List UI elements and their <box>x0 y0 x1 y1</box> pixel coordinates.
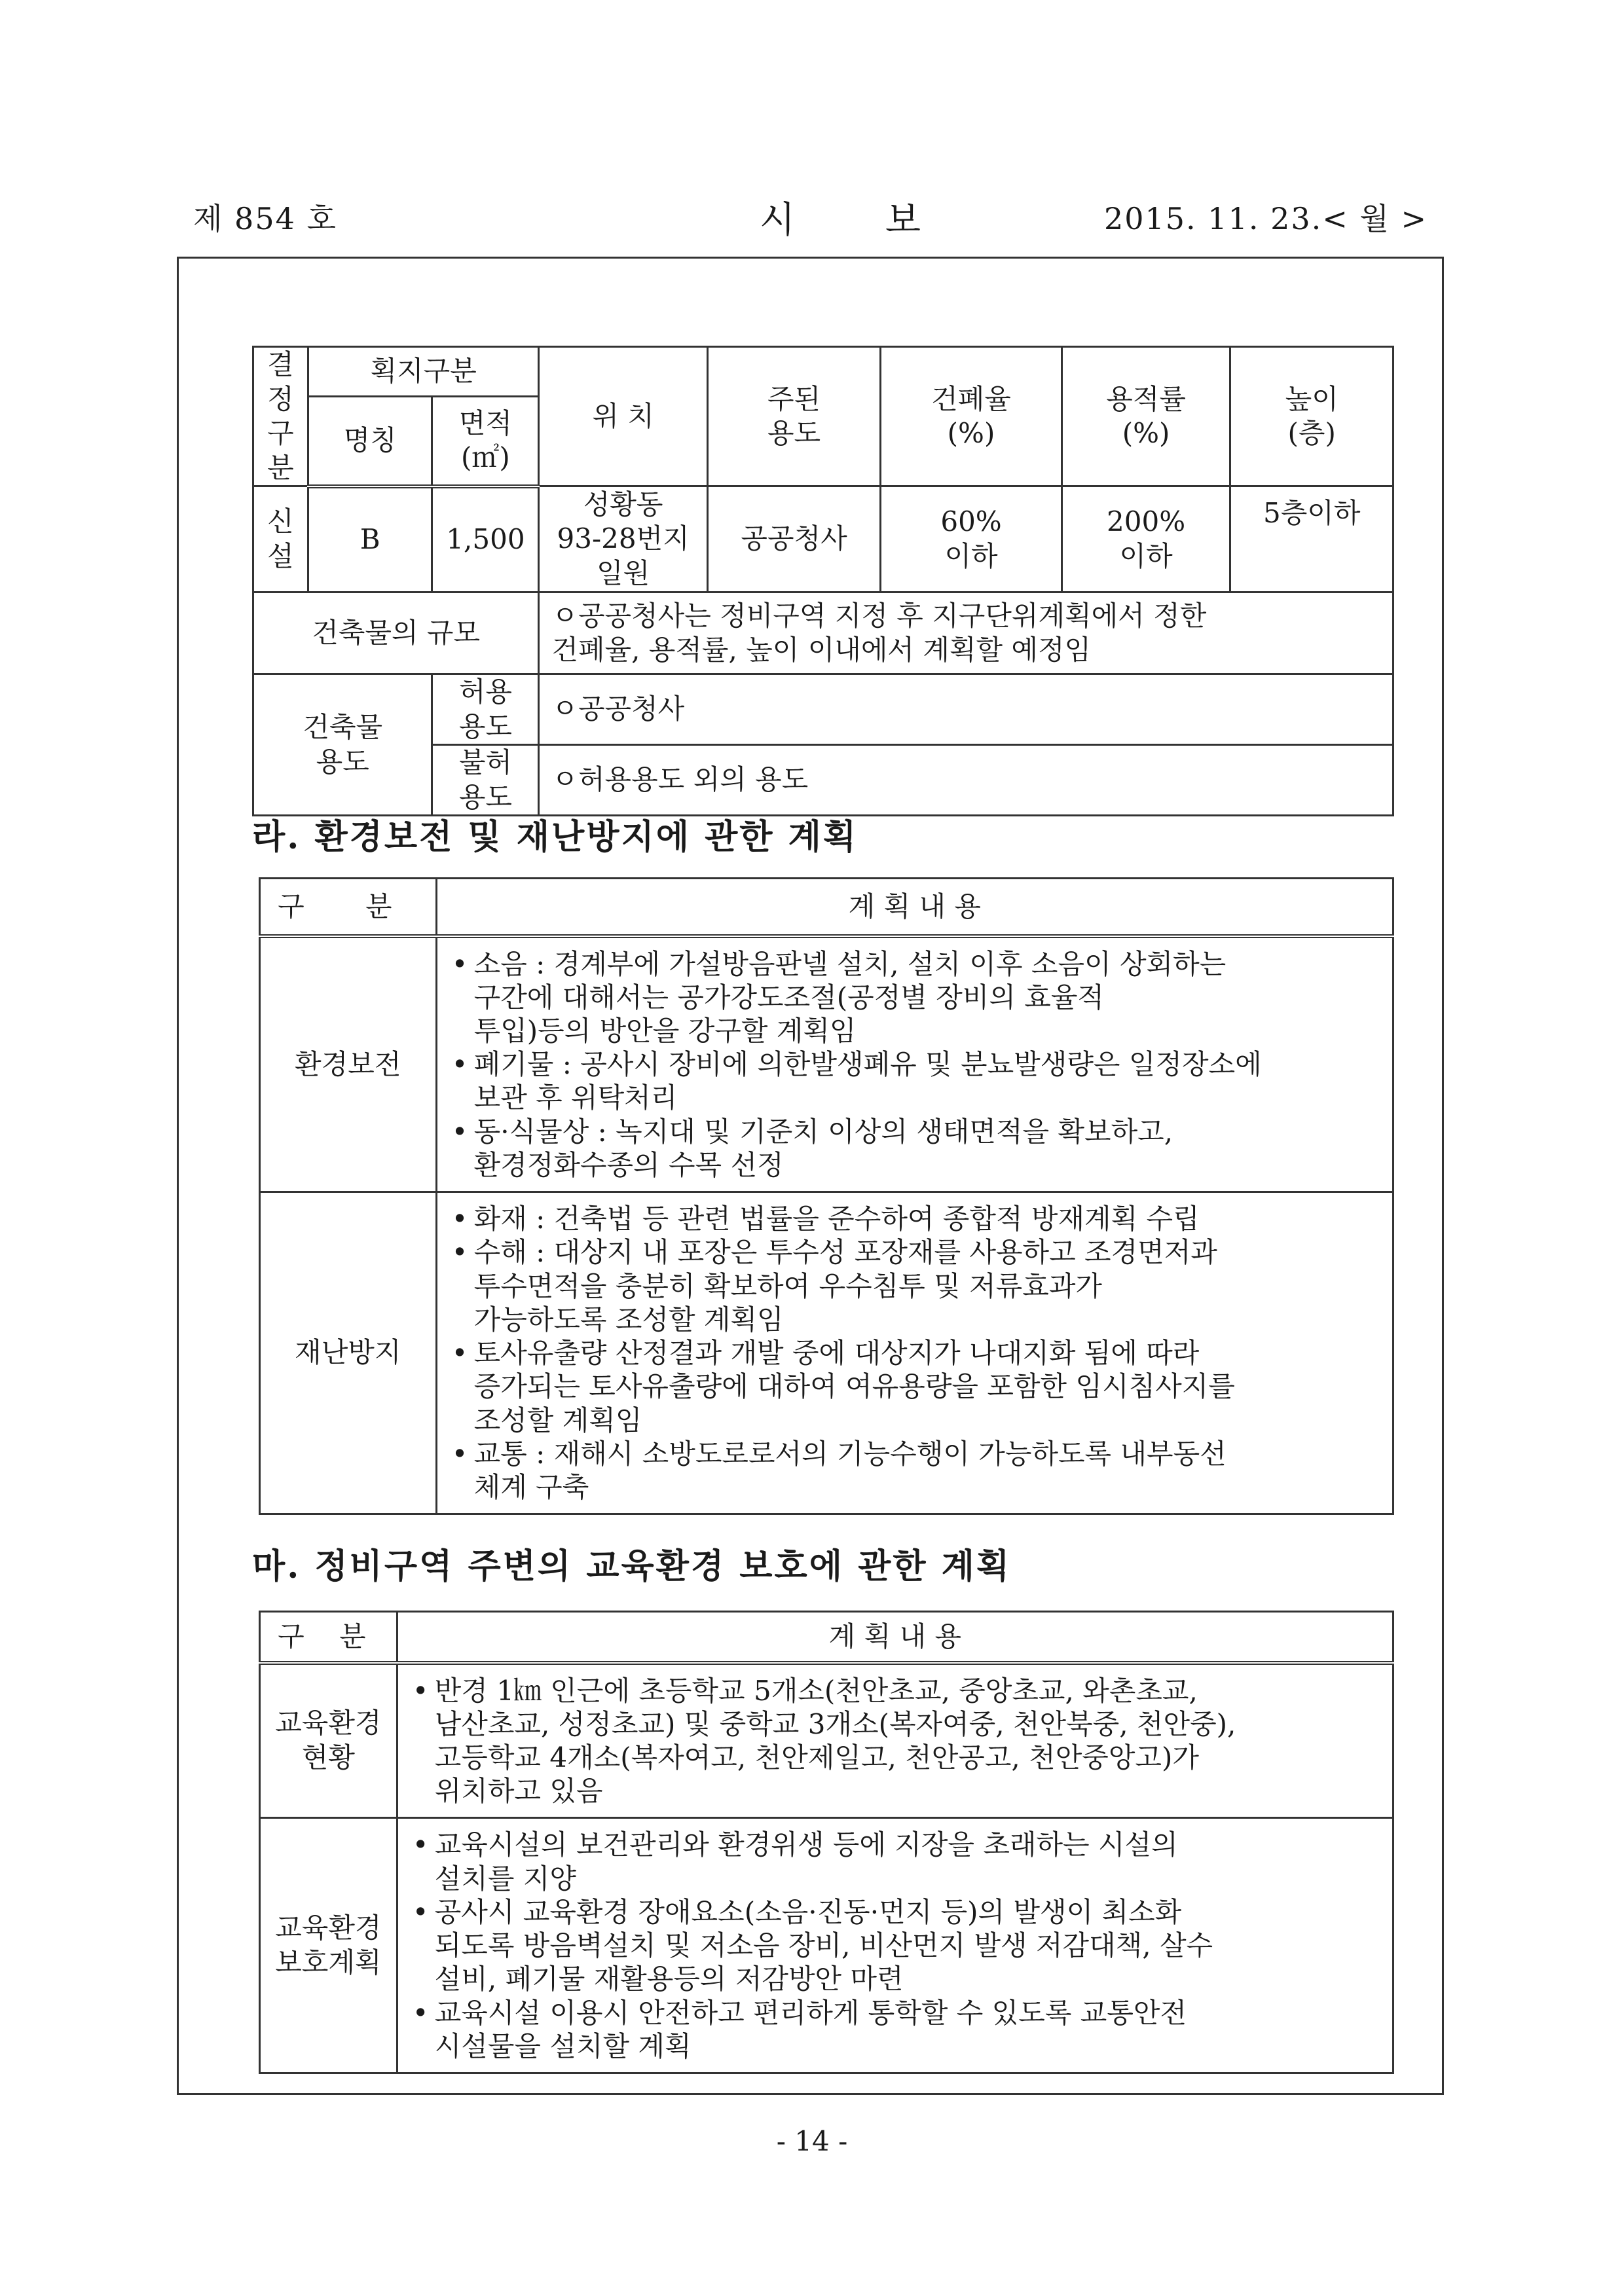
header-lot: 획지구분 <box>308 347 538 397</box>
header-name: 명칭 <box>308 396 432 486</box>
section-title-ma: 마. 정비구역 주변의 교육환경 보호에 관한 계획 <box>252 1546 1012 1586</box>
env-item: • 동·식물상 : 녹지대 및 기준치 이상의 생태면적을 확보하고, 환경정화수종의 수목 선정 <box>449 1115 1380 1182</box>
building-use-label: 건축물 용도 <box>253 674 432 816</box>
header-decision: 결정 구분 <box>253 347 308 486</box>
cell-decision: 신설 <box>253 486 308 592</box>
issue-date: 2015. 11. 23.< 월 > <box>1103 201 1428 236</box>
scale-label: 건축물의 규모 <box>253 592 539 674</box>
cell-main-use: 공공청사 <box>707 486 880 592</box>
disaster-item: • 교통 : 재해시 소방도로로서의 기능수행이 가능하도록 내부동선 체계 구축 <box>449 1437 1380 1504</box>
cell-far: 200% 이하 <box>1061 486 1230 592</box>
header-content: 계 획 내 용 <box>397 1612 1393 1663</box>
env-label: 환경보전 <box>260 936 437 1192</box>
header-area: 면적 (㎡) <box>432 396 539 486</box>
edu-status-item: • 반경 1㎞ 인근에 초등학교 5개소(천안초교, 중앙초교, 와촌초교, 남산초교, 성정초교) 및 중학교 3개소(복자여중, 천안북중, 천안중), 고등학교 4개소(복자여고, 천안제일고, 천안공고, 천안중앙고)가 위치하고 있음 <box>410 1674 1380 1808</box>
cell-name: B <box>308 486 432 592</box>
prohibited-use-label: 불허 용도 <box>432 745 539 816</box>
section-title-ra: 라. 환경보전 및 재난방지에 관한 계획 <box>252 817 858 857</box>
prohibited-use-text: ㅇ허용용도 외의 용도 <box>539 745 1393 816</box>
header-main-use: 주된 용도 <box>707 347 880 486</box>
header-category: 구 분 <box>260 879 437 936</box>
header-content: 계 획 내 용 <box>436 879 1393 936</box>
env-item: • 폐기물 : 공사시 장비에 의한발생폐유 및 분뇨발생량은 일정장소에 보관 후 위탁처리 <box>449 1048 1380 1114</box>
env-item: • 소음 : 경계부에 가설방음판넬 설치, 설치 이후 소음이 상회하는 구간에 대해서는 공가강도조절(공정별 장비의 효율적 투입)등의 방안을 강구할 계획임 <box>449 947 1380 1048</box>
disaster-item: • 수해 : 대상지 내 포장은 투수성 포장재를 사용하고 조경면저과 투수면적을 충분히 확보하여 우수침투 및 저류효과가 가능하도록 조성할 계획임 <box>449 1235 1380 1336</box>
disaster-content <box>436 1192 1393 1514</box>
cell-bcr: 60% 이하 <box>881 486 1062 592</box>
edu-plan-item: • 교육시설의 보건관리와 환경위생 등에 지장을 초래하는 시설의 설치를 지양 <box>410 1828 1380 1895</box>
edu-plan-label: 교육환경 보호계획 <box>260 1818 397 2073</box>
allowed-use-label: 허용 용도 <box>432 674 539 745</box>
header-far: 용적률 (%) <box>1061 347 1230 486</box>
scale-text: ㅇ공공청사는 정비구역 지정 후 지구단위계획에서 정한 건폐율, 용적률, 높이 이내에서 계획할 예정임 <box>539 592 1393 674</box>
env-content <box>436 936 1393 1192</box>
cell-location: 성황동 93-28번지 일원 <box>539 486 707 592</box>
edu-plan-item: • 공사시 교육환경 장애요소(소음·진동·먼지 등)의 발생이 최소화 되도록 방음벽설치 및 저소음 장비, 비산먼지 발생 저감대책, 살수 설비, 폐기물 재활용등의 저감방안 마련 <box>410 1895 1380 1996</box>
disaster-item: • 토사유출량 산정결과 개발 중에 대상지가 나대지화 됨에 따라 증가되는 토사유출량에 대하여 여유용량을 포함한 임시침사지를 조성할 계획임 <box>449 1336 1380 1437</box>
education-environment-table <box>259 1611 1394 2074</box>
issue-number: 제 854 호 <box>193 201 337 236</box>
allowed-use-text: ㅇ공공청사 <box>539 674 1393 745</box>
cell-height: 5층이하 <box>1230 486 1393 592</box>
cell-area: 1,500 <box>432 486 539 592</box>
header-height: 높이 (층) <box>1230 347 1393 486</box>
lot-plan-table <box>252 346 1394 816</box>
disaster-label: 재난방지 <box>260 1192 437 1514</box>
edu-plan-item: • 교육시설 이용시 안전하고 편리하게 통학할 수 있도록 교통안전 시설물을 설치할 계획 <box>410 1996 1380 2063</box>
disaster-item: • 화재 : 건축법 등 관련 법률을 준수하여 종합적 방재계획 수립 <box>449 1202 1380 1235</box>
header-category: 구 분 <box>260 1612 397 1663</box>
edu-status-content <box>397 1663 1393 1818</box>
header-bcr: 건폐율 (%) <box>881 347 1062 486</box>
edu-plan-content <box>397 1818 1393 2073</box>
header-location: 위 치 <box>539 347 707 486</box>
edu-status-label: 교육환경 현황 <box>260 1663 397 1818</box>
page-number: - 14 - <box>776 2125 848 2157</box>
environment-disaster-table <box>259 877 1394 1515</box>
bulletin-title: 시 보 <box>760 199 960 242</box>
